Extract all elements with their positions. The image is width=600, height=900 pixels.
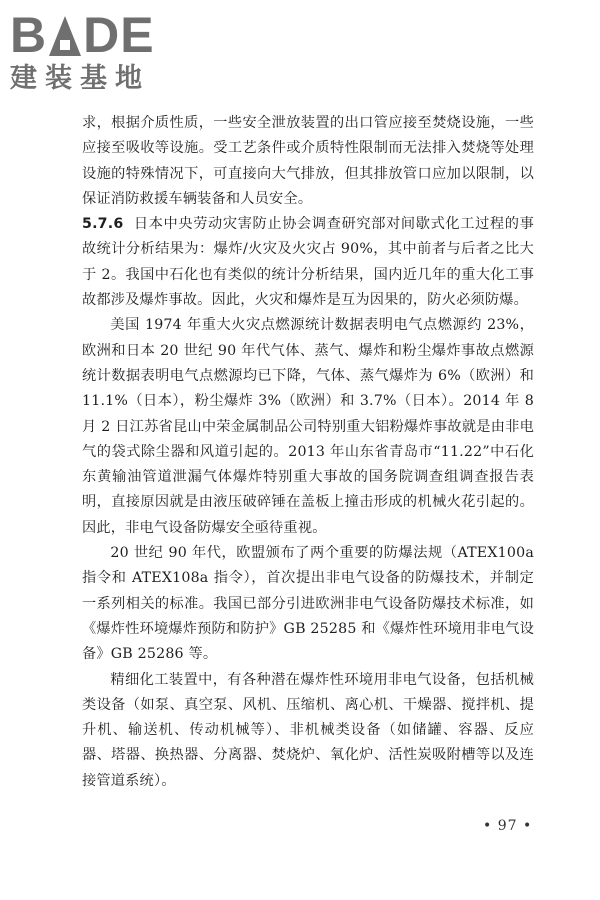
paragraph-ignition-stats: 美国 1974 年重大火灾点燃源统计数据表明电气点燃源约 23%，欧洲和日本 20 世纪 90 年代气体、蒸气、爆炸和粉尘爆炸事故点燃源统计数据表明电气点燃源均已下降，气体、蒸气爆炸为 6%（欧洲）和 11.1%（日本），粉尘爆炸 3%（欧洲）和 3.7%（日本）。2014 年 8 月 2 日江苏省昆山中荣金属制品公司特别重大铝粉爆炸事故就是由非电气的袋式除尘器和风道引起的。2013 年山东省青岛市“11.22”中石化东黄输油管道泄漏气体爆炸特别重大事故的国务院调查组调查报告表明，直接原因就是由液压破碎锤在盖板上撞击形成的机械火花引起的。因此，非电气设备防爆安全亟待重视。	[82, 317, 534, 536]
logo-subtitle: 建装基地	[10, 63, 150, 94]
logo-triangle-mark	[49, 16, 81, 56]
page-body	[82, 111, 534, 794]
logo-letter-b: B	[10, 7, 48, 63]
paragraph-eu-regulations: 20 世纪 90 年代，欧盟颁布了两个重要的防爆法规（ATEX100a 指令和 ATEX108a 指令），首次提出非电气设备的防爆技术，并制定一系列相关的标准。我国已部分引进欧洲非电气设备防爆技术标准，如《爆炸性环境爆炸预防和防护》GB 25285 和《爆炸性环境用非电气设备》GB 25286 等。	[82, 545, 534, 663]
section-number: 5.7.6	[82, 216, 124, 233]
section-text: 日本中央劳动灾害防止协会调查研究部对间歇式化工过程的事故统计分析结果为：爆炸/火灾及火灾占 90%，其中前者与后者之比大于 2。我国中石化也有类似的统计分析结果，国内近几年的重大化工事故都涉及爆炸事故。因此，火灾和爆炸是互为因果的，防火必须防爆。	[82, 216, 534, 309]
paragraph-section	[82, 212, 534, 313]
bade-logo	[10, 8, 180, 96]
logo-wordmark	[10, 7, 180, 63]
logo-letters-de: DE	[83, 7, 155, 63]
paragraph-equipment: 精细化工装置中，有各种潜在爆炸性环境用非电气设备，包括机械类设备（如泵、真空泵、风机、压缩机、离心机、干燥器、搅拌机、提升机、输送机、传动机械等）、非机械类设备（如储罐、容器、反应器、塔器、换热器、分离器、焚烧炉、氧化炉、活性炭吸附槽等以及连接管道系统）。	[82, 671, 534, 789]
paragraph-continued: 求，根据介质性质，一些安全泄放装置的出口管应接至焚烧设施，一些应接至吸收等设施。受工艺条件或介质特性限制而无法排入焚烧等处理设施的特殊情况下，可直接向大气排放，但其排放管口应加以限制，以保证消防救援车辆装备和人员安全。	[82, 115, 534, 207]
page-number: • 97 •	[483, 818, 533, 834]
